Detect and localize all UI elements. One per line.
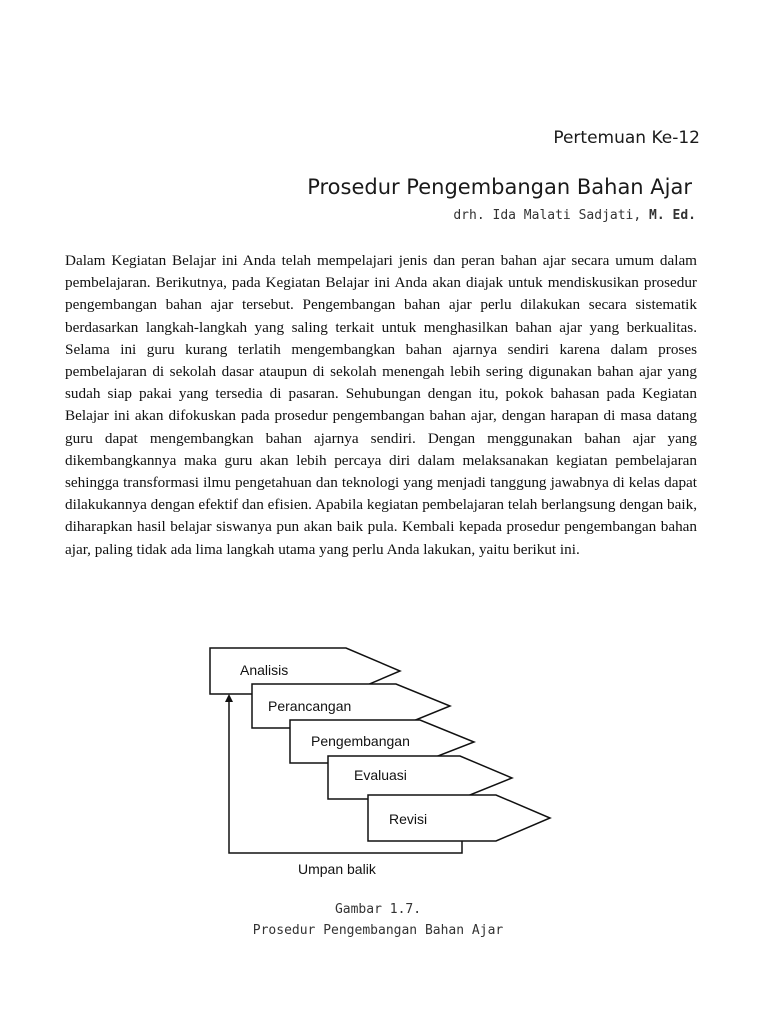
step-label-perancangan: Perancangan [268,698,352,714]
step-label-revisi: Revisi [389,811,428,827]
page-title: Prosedur Pengembangan Bahan Ajar [307,175,692,199]
author-line [0,208,696,223]
feedback-label: Umpan balik [298,861,376,877]
procedure-diagram-svg [200,642,560,882]
step-label-analisis: Analisis [240,662,289,678]
figure-caption-number: Gambar 1.7. [334,902,422,917]
meeting-label: Pertemuan Ke-12 [553,128,700,148]
procedure-diagram [200,642,560,887]
author-degree: M. Ed. [649,208,696,223]
figure-caption-text: Prosedur Pengembangan Bahan Ajar [252,923,504,938]
body-paragraph: Dalam Kegiatan Belajar ini Anda telah mempelajari jenis dan peran bahan ajar secara umum dalam pembelajaran. Berikutnya, pada Kegiatan Belajar ini Anda akan diajak untuk mendiskusikan prosedur pengembangan bahan ajar tersebut. Pengembangan bahan ajar perlu dilakukan secara sistematik berdasarkan langkah-langkah yang saling terkait untuk menghasilkan bahan ajar yang berkualitas. Selama ini guru kurang terlatih mengembangkan bahan ajarnya sendiri karena dalam proses pembelajaran di sekolah dasar ataupun di sekolah menengah lebih sering digunakan bahan ajar yang sudah siap pakai yang tersedia di pasaran. Sehubungan dengan itu, pokok bahasan pada Kegiatan Belajar ini akan difokuskan pada prosedur pengembangan bahan ajar, dengan harapan di masa datang guru dapat mengembangkan bahan ajarnya sendiri. Dengan menggunakan bahan ajar yang dikembangkannya maka guru akan lebih percaya diri dalam melaksanakan kegiatan pembelajaran sehingga transformasi ilmu pengetahuan dan teknologi yang menjadi tanggung jawabnya di kelas dapat dilakukannya dengan efektif dan efisien. Apabila kegiatan pembelajaran telah berlangsung dengan baik, diharapkan hasil belajar siswanya pun akan baik pula. Kembali kepada prosedur pengembangan bahan ajar, paling tidak ada lima langkah utama yang perlu Anda lakukan, yaitu berikut ini. [65,252,697,558]
step-label-evaluasi: Evaluasi [354,767,407,783]
author-name: drh. Ida Malati Sadjati, [453,208,650,223]
step-label-pengembangan: Pengembangan [311,733,410,749]
